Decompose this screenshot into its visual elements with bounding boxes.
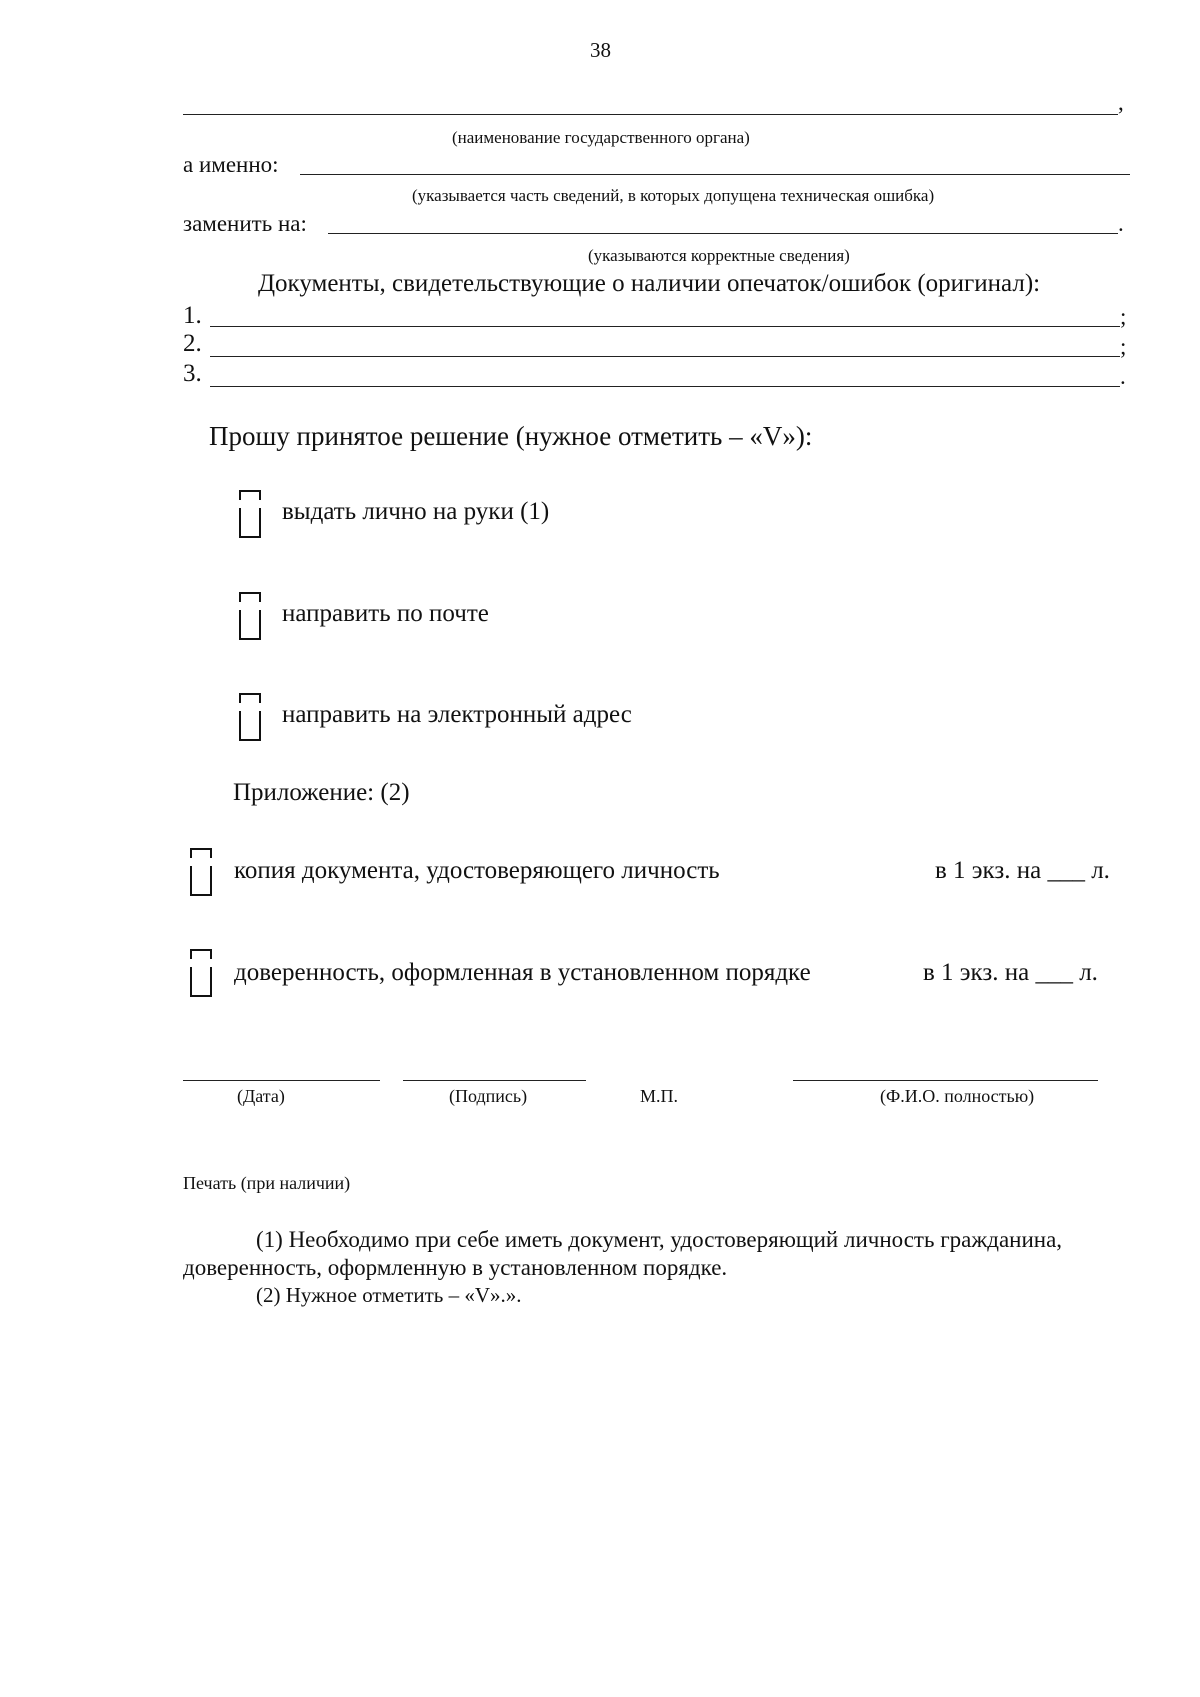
signature-field[interactable]: [403, 1080, 586, 1081]
option-hand-delivery: выдать лично на руки (1): [282, 498, 550, 525]
checkbox-post[interactable]: [239, 592, 261, 640]
date-caption: (Дата): [237, 1086, 285, 1106]
line-end-comma: ,: [1118, 90, 1124, 115]
doc-item-field-1[interactable]: [210, 326, 1120, 327]
doc-item-end: ;: [1120, 304, 1127, 329]
caption-government-body: (наименование государственного органа): [452, 128, 750, 147]
page-number: 38: [590, 38, 611, 62]
doc-item-field-2[interactable]: [210, 356, 1120, 357]
doc-item-end: ;: [1120, 334, 1127, 359]
checkbox-email[interactable]: [239, 693, 261, 741]
attachment-id-copy-qty: в 1 экз. на ___ л.: [935, 857, 1110, 884]
checkbox-hand-delivery[interactable]: [239, 490, 261, 538]
fio-field[interactable]: [793, 1080, 1098, 1081]
attachment-poa-qty: в 1 экз. на ___ л.: [923, 959, 1098, 986]
footnote-2: (2) Нужное отметить – «V».».: [256, 1283, 522, 1307]
option-post: направить по почте: [282, 600, 489, 627]
doc-item-number: 1.: [183, 302, 202, 329]
decision-heading: Прошу принятое решение (нужное отметить – «V»):: [209, 421, 813, 451]
fio-caption: (Ф.И.О. полностью): [880, 1086, 1035, 1106]
doc-item-end: .: [1120, 364, 1126, 389]
attachments-heading: Приложение: (2): [233, 779, 410, 806]
seal-note: Печать (при наличии): [183, 1173, 351, 1193]
doc-item-number: 2.: [183, 330, 202, 357]
caption-error-part: (указывается часть сведений, в которых допущена техническая ошибка): [412, 186, 935, 205]
caption-correct-info: (указываются корректные сведения): [588, 246, 850, 265]
namely-label: а именно:: [183, 152, 279, 177]
stamp-caption: М.П.: [640, 1086, 679, 1106]
replace-end-dot: .: [1118, 211, 1124, 236]
footnote-1-line-1: (1) Необходимо при себе иметь документ, удостоверяющий личность гражданина,: [256, 1227, 1063, 1252]
replace-label: заменить на:: [183, 211, 307, 236]
checkbox-attachment-id-copy[interactable]: [190, 848, 212, 896]
date-field[interactable]: [183, 1080, 380, 1081]
doc-item-number: 3.: [183, 360, 202, 387]
government-body-field[interactable]: [183, 114, 1118, 115]
checkbox-attachment-poa[interactable]: [190, 949, 212, 997]
signature-caption: (Подпись): [449, 1086, 528, 1106]
doc-item-field-3[interactable]: [210, 386, 1120, 387]
attachment-poa-label: доверенность, оформленная в установленном порядке: [234, 959, 811, 986]
footnote-1-line-2: доверенность, оформленную в установленном порядке.: [183, 1255, 728, 1280]
replace-field[interactable]: [328, 233, 1118, 234]
documents-heading: Документы, свидетельствующие о наличии опечаток/ошибок (оригинал):: [258, 270, 1041, 297]
attachment-id-copy-label: копия документа, удостоверяющего личность: [234, 857, 720, 884]
option-email: направить на электронный адрес: [282, 701, 632, 728]
namely-field[interactable]: [300, 174, 1130, 175]
